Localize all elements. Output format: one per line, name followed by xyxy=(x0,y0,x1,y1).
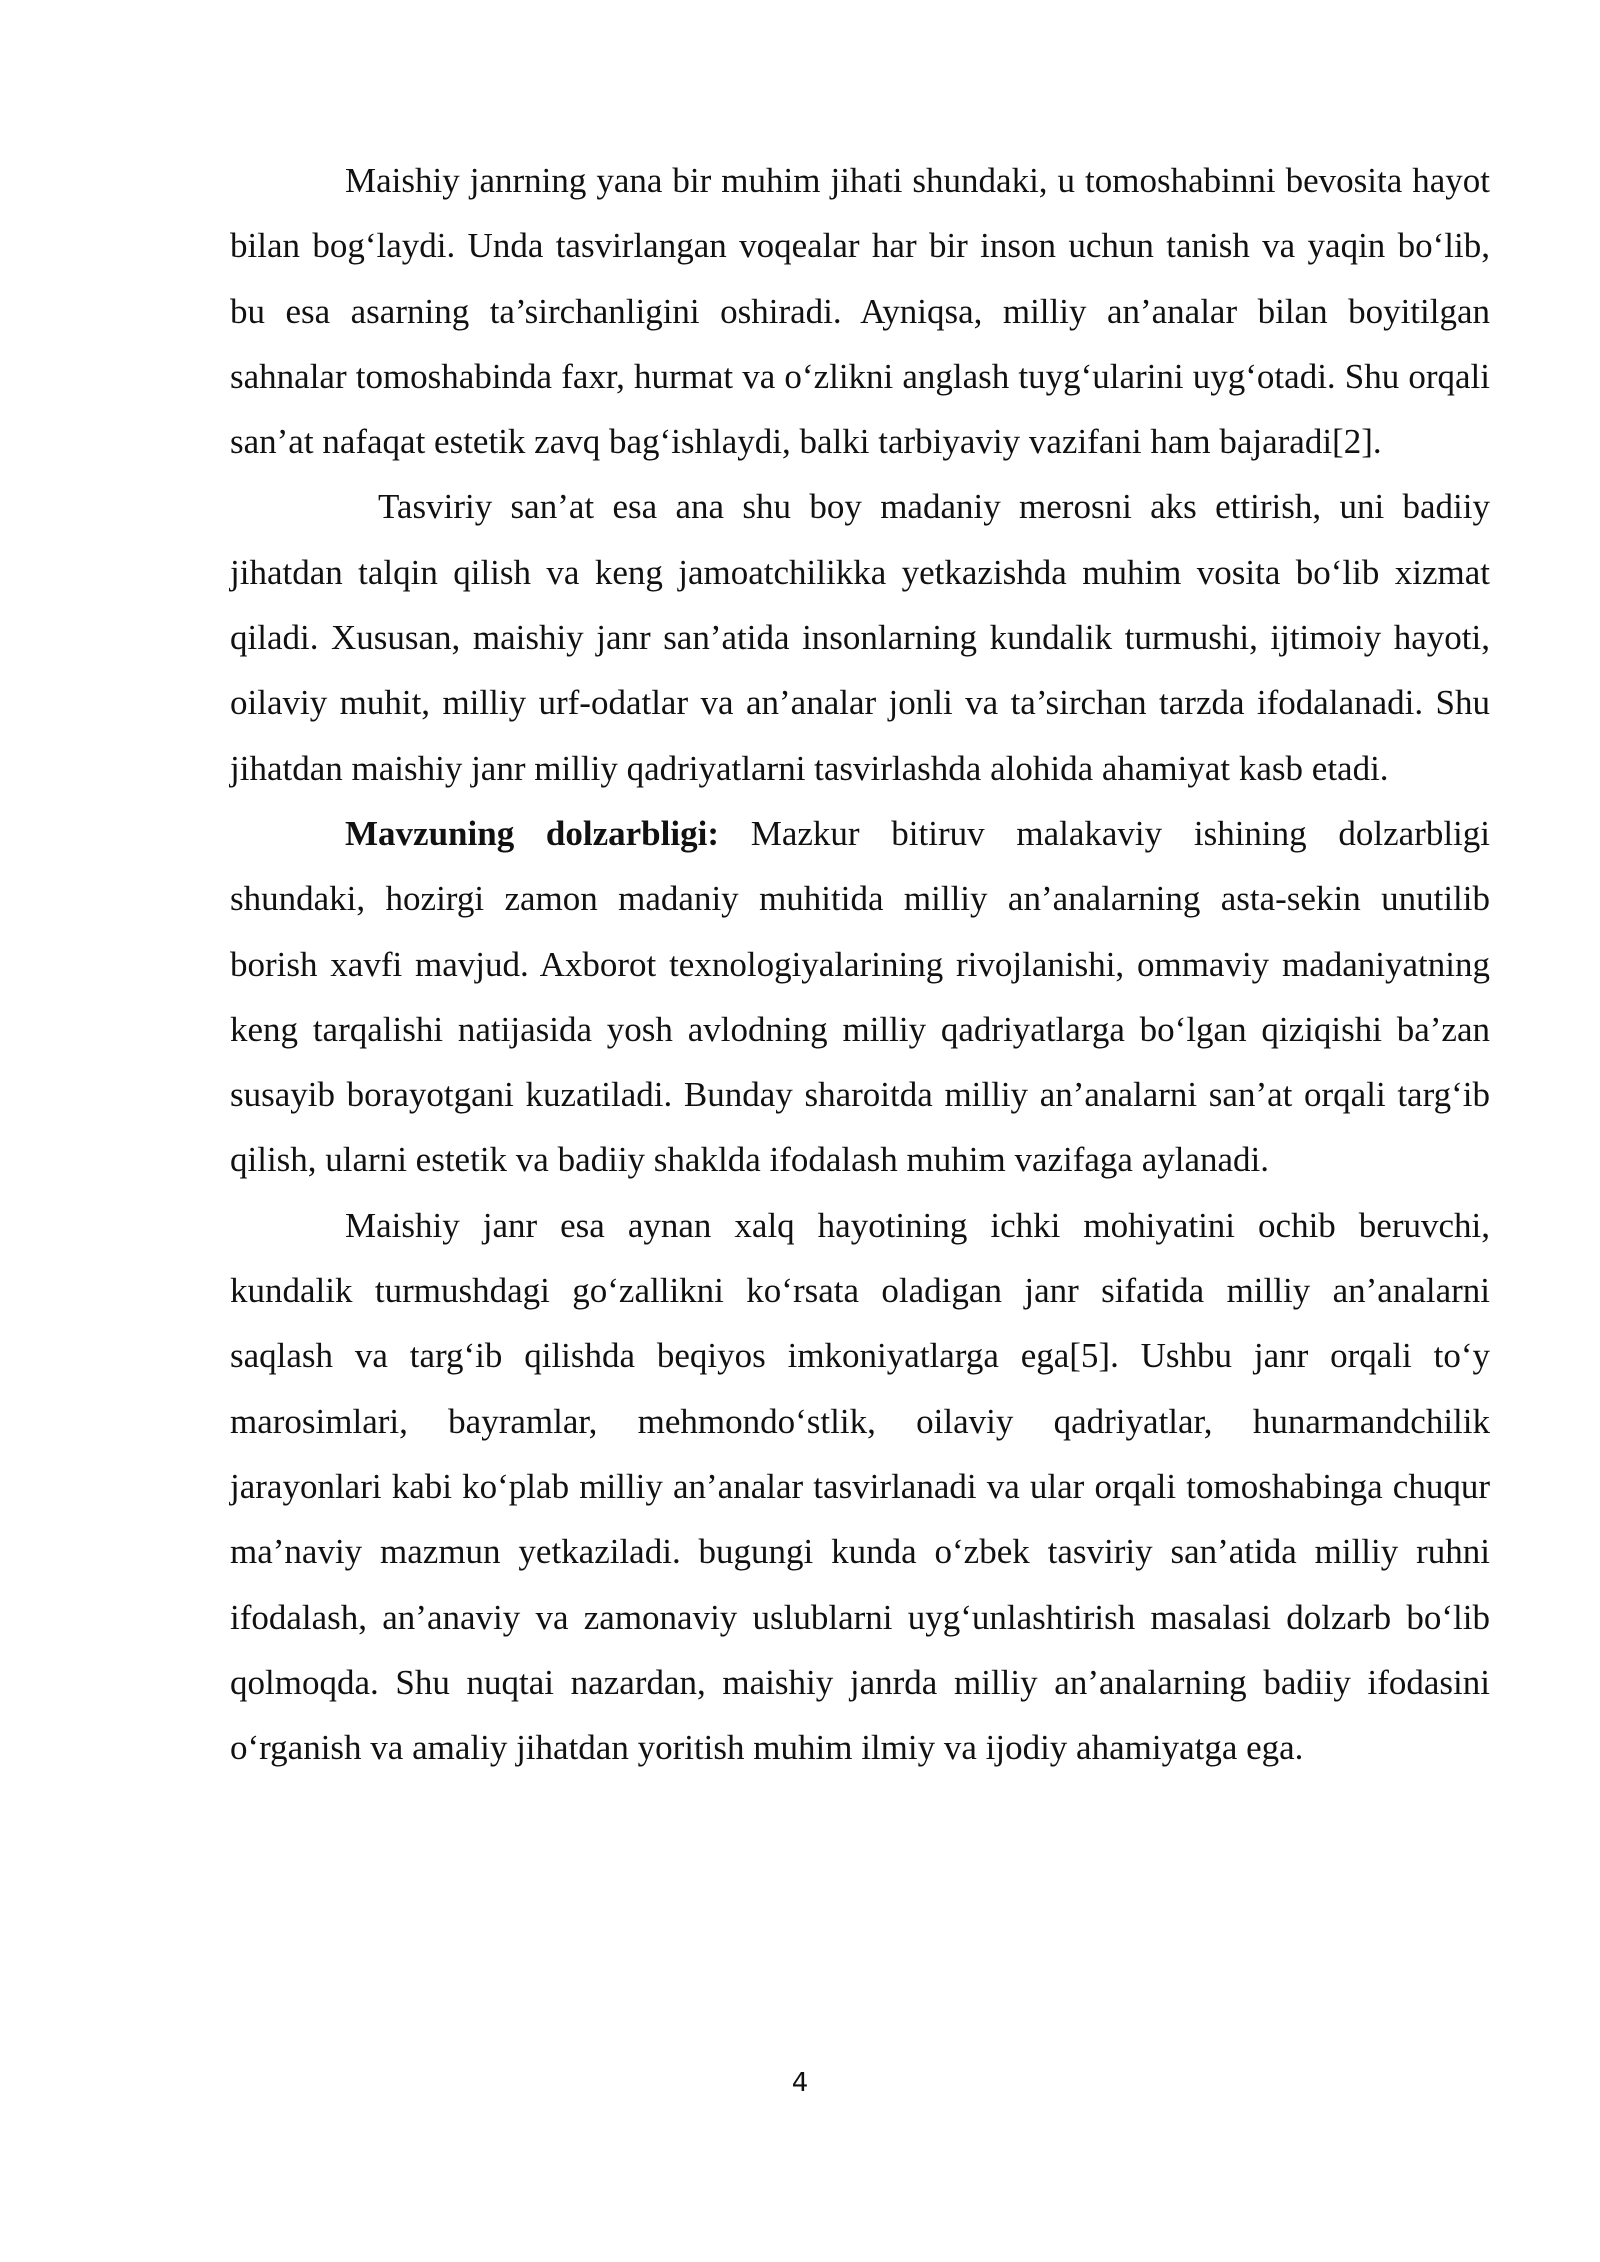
paragraph-2 xyxy=(230,474,1490,800)
paragraph-1-text: Maishiy janrning yana bir muhim jihati shundaki, u tomoshabinni bevosita hayot bilan bog‘laydi. Unda tasvirlangan voqealar har bir inson uchun tanish va yaqin bo‘lib, bu esa asarning ta’sirchanligini oshiradi. Ayniqsa, milliy an’analar bilan boyitilgan sahnalar tomoshabinda faxr, hurmat va o‘zlikni anglash tuyg‘ularini uyg‘otadi. Shu orqali san’at nafaqat estetik zavq bag‘ishlaydi, balki tarbiyaviy vazifani ham bajaradi[2]. xyxy=(230,161,1490,462)
document-body xyxy=(230,148,1490,1780)
paragraph-4 xyxy=(230,1193,1490,1781)
paragraph-4-text: Maishiy janr esa aynan xalq hayotining ichki mohiyatini ochib beruvchi, kundalik turmushdagi go‘zallikni ko‘rsata oladigan janr sifatida milliy an’analarni saqlash va targ‘ib qilishda beqiyos imkoniyatlarga ega[5]. Ushbu janr orqali to‘y marosimlari, bayramlar, mehmondo‘stlik, oilaviy qadriyatlar, hunarmandchilik jarayonlari kabi ko‘plab milliy an’analar tasvirlanadi va ular orqali tomoshabinga chuqur ma’naviy mazmun yetkaziladi. bugungi kunda o‘zbek tasviriy san’atida milliy ruhni ifodalash, an’anaviy va zamonaviy uslublarni uyg‘unlashtirish masalasi dolzarb bo‘lib qolmoqda. Shu nuqtai nazardan, maishiy janrda milliy an’analarning badiiy ifodasini o‘rganish va amaliy jihatdan yoritish muhim ilmiy va ijodiy ahamiyatga ega. xyxy=(230,1205,1490,1768)
page-number: 4 xyxy=(791,2068,809,2098)
paragraph-3 xyxy=(230,801,1490,1193)
paragraph-3-text: Mazkur bitiruv malakaviy ishining dolzarbligi shundaki, hozirgi zamon madaniy muhitida milliy an’analarning asta-sekin unutilib borish xavfi mavjud. Axborot texnologiyalarining rivojlanishi, ommaviy madaniyatning keng tarqalishi natijasida yosh avlodning milliy qadriyatlarga bo‘lgan qiziqishi ba’zan susayib borayotgani kuzatiladi. Bunday sharoitda milliy an’analarni san’at orqali targ‘ib qilish, ularni estetik va badiiy shaklda ifodalash muhim vazifaga aylanadi. xyxy=(230,813,1490,1180)
paragraph-2-text: Tasviriy san’at esa ana shu boy madaniy merosni aks ettirish, uni badiiy jihatdan talqin qilish va keng jamoatchilikka yetkazishda muhim vosita bo‘lib xizmat qiladi. Xususan, maishiy janr san’atida insonlarning kundalik turmushi, ijtimoiy hayoti, oilaviy muhit, milliy urf-odatlar va an’analar jonli va ta’sirchan tarzda ifodalanadi. Shu jihatdan maishiy janr milliy qadriyatlarni tasvirlashda alohida ahamiyat kasb etadi. xyxy=(230,487,1490,788)
paragraph-1 xyxy=(230,148,1490,474)
section-heading-relevance: Mavzuning dolzarbligi: xyxy=(345,813,719,853)
